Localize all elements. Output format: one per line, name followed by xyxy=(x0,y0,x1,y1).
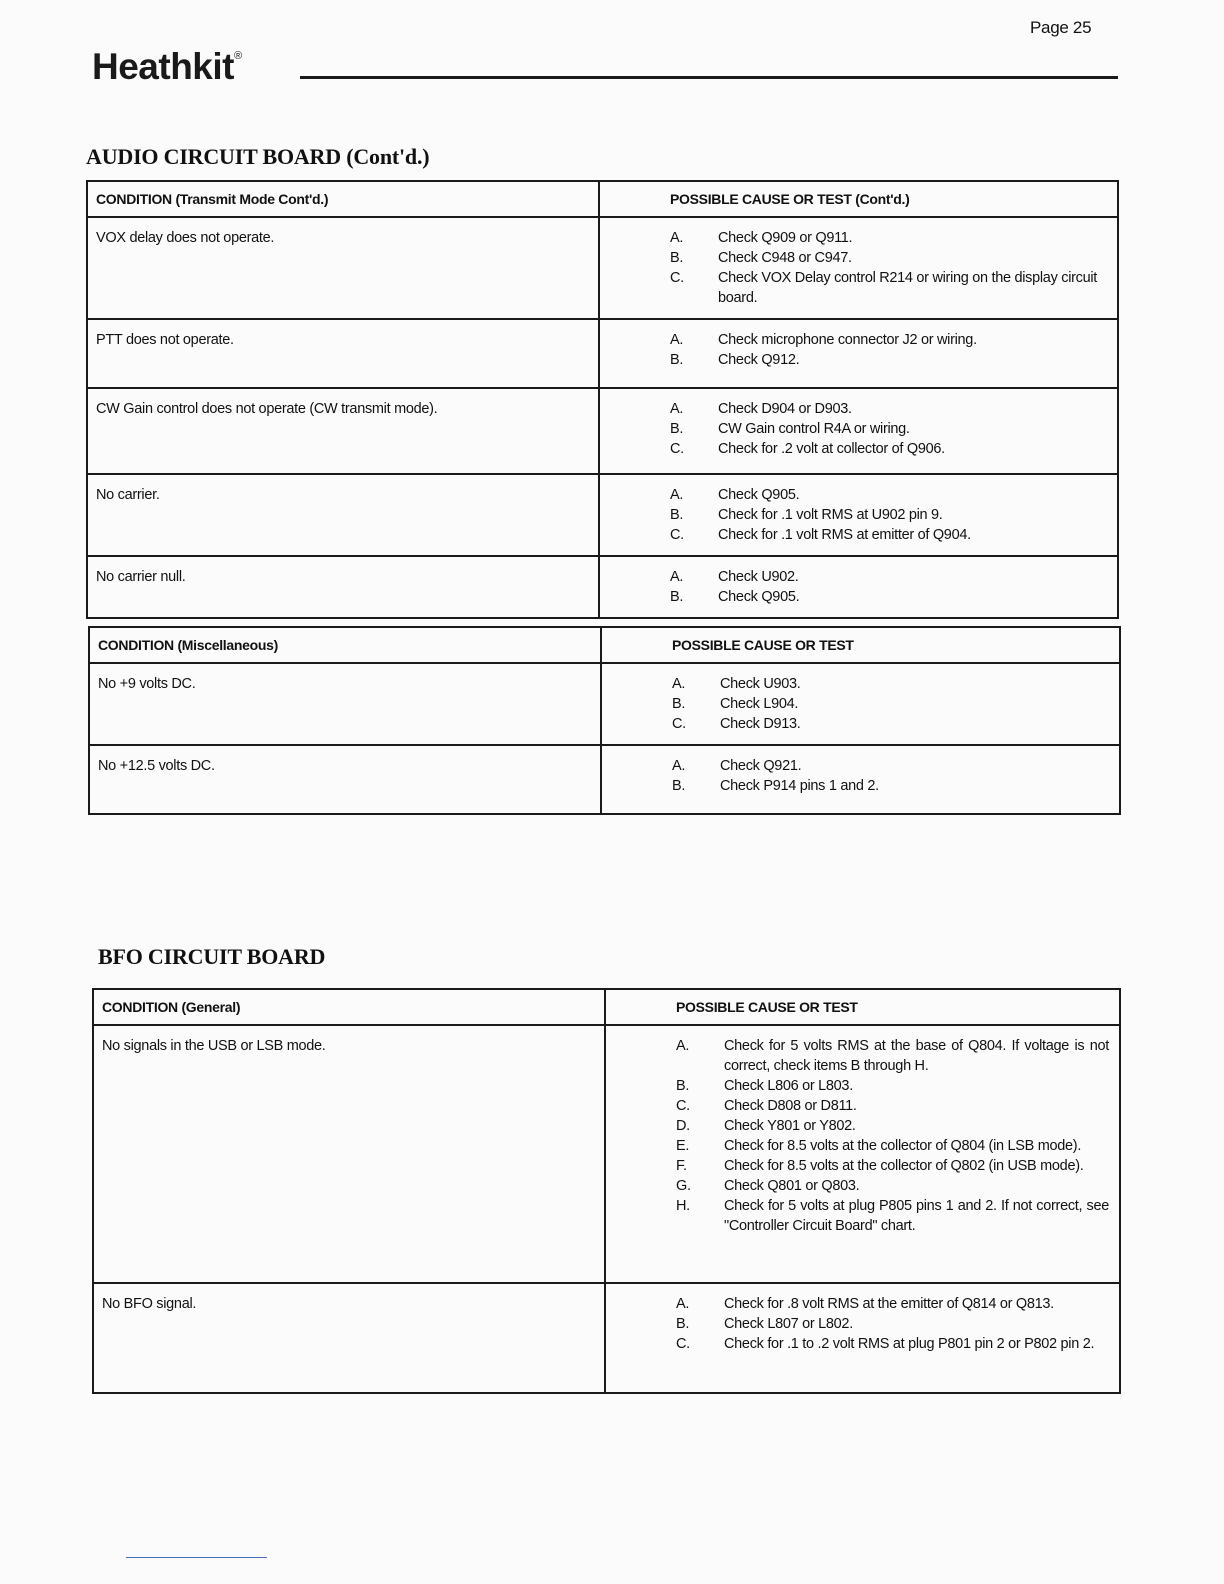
item-text: Check for 8.5 volts at the collector of Q802 (in USB mode). xyxy=(724,1158,1084,1174)
list-item xyxy=(676,1156,1109,1176)
item-text: Check Q905. xyxy=(718,589,800,605)
list-item xyxy=(670,350,1107,370)
cause-list xyxy=(672,756,1109,796)
item-text: Check D904 or D903. xyxy=(718,401,852,417)
cause-list xyxy=(670,228,1107,308)
item-letter: E. xyxy=(676,1138,690,1154)
list-item xyxy=(670,485,1107,505)
table-row xyxy=(89,663,1120,745)
item-text: CW Gain control R4A or wiring. xyxy=(718,421,910,437)
list-item xyxy=(676,1076,1109,1096)
item-text: Check U903. xyxy=(720,676,801,692)
item-letter: B. xyxy=(670,507,684,523)
list-item xyxy=(670,399,1107,419)
item-letter: B. xyxy=(676,1316,690,1332)
list-item xyxy=(672,694,1109,714)
item-text: Check C948 or C947. xyxy=(718,250,852,266)
item-text: Check Y801 or Y802. xyxy=(724,1118,856,1134)
list-item xyxy=(670,419,1107,439)
cause-cell xyxy=(599,474,1118,556)
item-letter: A. xyxy=(672,758,686,774)
list-item xyxy=(676,1294,1109,1314)
item-letter: C. xyxy=(670,441,684,457)
list-item xyxy=(676,1116,1109,1136)
cause-cell xyxy=(605,1025,1120,1283)
footer-rule xyxy=(126,1557,267,1558)
item-letter: C. xyxy=(670,270,684,286)
table-row xyxy=(87,217,1118,319)
cause-cell xyxy=(599,556,1118,618)
list-item xyxy=(676,1096,1109,1116)
condition-cell: No carrier null. xyxy=(87,556,599,618)
cause-cell xyxy=(601,745,1120,814)
list-item xyxy=(670,268,1107,308)
cause-cell xyxy=(599,319,1118,388)
item-text: Check L904. xyxy=(720,696,799,712)
cause-cell xyxy=(605,1283,1120,1393)
table-row xyxy=(87,556,1118,618)
item-letter: B. xyxy=(670,421,684,437)
list-item xyxy=(670,248,1107,268)
cause-cell xyxy=(599,217,1118,319)
cause-header: POSSIBLE CAUSE OR TEST (Cont'd.) xyxy=(599,181,1118,217)
item-text: Check L807 or L802. xyxy=(724,1316,853,1332)
list-item xyxy=(672,756,1109,776)
item-text: Check Q905. xyxy=(718,487,800,503)
item-letter: H. xyxy=(676,1198,690,1214)
item-letter: C. xyxy=(676,1098,690,1114)
item-letter: D. xyxy=(676,1118,690,1134)
condition-header: CONDITION (Transmit Mode Cont'd.) xyxy=(87,181,599,217)
item-letter: A. xyxy=(670,487,684,503)
table-row xyxy=(87,474,1118,556)
condition-cell: No signals in the USB or LSB mode. xyxy=(93,1025,605,1283)
registered-mark: ® xyxy=(233,50,242,62)
item-letter: C. xyxy=(672,716,686,732)
item-text: Check Q921. xyxy=(720,758,802,774)
list-item xyxy=(670,330,1107,350)
list-item xyxy=(670,505,1107,525)
condition-cell: No +9 volts DC. xyxy=(89,663,601,745)
condition-cell: No BFO signal. xyxy=(93,1283,605,1393)
item-text: Check Q909 or Q911. xyxy=(718,230,853,246)
item-text: Check Q912. xyxy=(718,352,800,368)
item-text: Check for .2 volt at collector of Q906. xyxy=(718,441,945,457)
cause-list xyxy=(670,567,1107,607)
item-text: Check L806 or L803. xyxy=(724,1078,853,1094)
item-text: Check D913. xyxy=(720,716,801,732)
table-row xyxy=(93,1283,1120,1393)
bfo-section-title: BFO CIRCUIT BOARD xyxy=(98,944,326,969)
condition-header: CONDITION (General) xyxy=(93,989,605,1025)
item-text: Check microphone connector J2 or wiring. xyxy=(718,332,977,348)
item-text: Check for 5 volts RMS at the base of Q804. If voltage is not correct, check items B through H. xyxy=(724,1038,1109,1074)
item-letter: B. xyxy=(670,589,684,605)
item-text: Check D808 or D811. xyxy=(724,1098,857,1114)
list-item xyxy=(670,439,1107,459)
cause-list xyxy=(670,399,1107,459)
item-letter: B. xyxy=(670,352,684,368)
item-text: Check P914 pins 1 and 2. xyxy=(720,778,879,794)
item-letter: C. xyxy=(670,527,684,543)
item-letter: F. xyxy=(676,1158,687,1174)
table-row xyxy=(87,319,1118,388)
item-text: Check for .8 volt RMS at the emitter of Q814 or Q813. xyxy=(724,1296,1054,1312)
item-letter: C. xyxy=(676,1336,690,1352)
cause-cell xyxy=(601,663,1120,745)
cause-list xyxy=(672,674,1109,734)
page-number: Page 25 xyxy=(1030,18,1092,37)
table-header-row xyxy=(89,627,1120,663)
condition-cell: No carrier. xyxy=(87,474,599,556)
item-text: Check for 8.5 volts at the collector of Q804 (in LSB mode). xyxy=(724,1138,1082,1154)
table-row xyxy=(93,1025,1120,1283)
item-letter: A. xyxy=(672,676,686,692)
list-item xyxy=(676,1036,1109,1076)
list-item xyxy=(672,674,1109,694)
item-text: Check for 5 volts at plug P805 pins 1 and 2. If not correct, see "Controller Circuit Board" chart. xyxy=(724,1198,1109,1234)
item-letter: B. xyxy=(676,1078,690,1094)
cause-list xyxy=(676,1294,1109,1354)
item-letter: A. xyxy=(676,1038,690,1054)
list-item xyxy=(676,1334,1109,1354)
list-item xyxy=(672,776,1109,796)
item-letter: B. xyxy=(672,696,686,712)
item-text: Check U902. xyxy=(718,569,799,585)
item-letter: B. xyxy=(672,778,686,794)
list-item xyxy=(670,587,1107,607)
list-item xyxy=(676,1136,1109,1156)
item-text: Check for .1 to .2 volt RMS at plug P801 pin 2 or P802 pin 2. xyxy=(724,1336,1095,1352)
condition-cell: VOX delay does not operate. xyxy=(87,217,599,319)
cause-list xyxy=(670,485,1107,545)
cause-header: POSSIBLE CAUSE OR TEST xyxy=(605,989,1120,1025)
heathkit-logo xyxy=(92,46,242,88)
cause-list xyxy=(670,330,1107,370)
audio-transmit-table xyxy=(86,180,1119,619)
list-item xyxy=(670,525,1107,545)
logo-text: Heathkit xyxy=(92,46,234,87)
condition-header: CONDITION (Miscellaneous) xyxy=(89,627,601,663)
table-header-row xyxy=(87,181,1118,217)
list-item xyxy=(676,1176,1109,1196)
list-item xyxy=(676,1314,1109,1334)
list-item xyxy=(676,1196,1109,1236)
item-letter: A. xyxy=(670,332,684,348)
bfo-general-table xyxy=(92,988,1121,1394)
condition-cell: CW Gain control does not operate (CW transmit mode). xyxy=(87,388,599,474)
list-item xyxy=(670,567,1107,587)
condition-cell: PTT does not operate. xyxy=(87,319,599,388)
header-rule xyxy=(300,76,1118,79)
cause-list xyxy=(676,1036,1109,1236)
item-text: Check for .1 volt RMS at emitter of Q904. xyxy=(718,527,971,543)
item-letter: A. xyxy=(670,569,684,585)
item-text: Check for .1 volt RMS at U902 pin 9. xyxy=(718,507,943,523)
audio-section-title: AUDIO CIRCUIT BOARD (Cont'd.) xyxy=(86,144,430,169)
condition-cell: No +12.5 volts DC. xyxy=(89,745,601,814)
item-letter: B. xyxy=(670,250,684,266)
item-letter: A. xyxy=(670,230,684,246)
item-letter: A. xyxy=(676,1296,690,1312)
table-header-row xyxy=(93,989,1120,1025)
list-item xyxy=(672,714,1109,734)
cause-cell xyxy=(599,388,1118,474)
item-letter: G. xyxy=(676,1178,691,1194)
item-text: Check VOX Delay control R214 or wiring on the display circuit board. xyxy=(718,270,1098,306)
table-row xyxy=(89,745,1120,814)
audio-misc-table xyxy=(88,626,1121,815)
table-row xyxy=(87,388,1118,474)
item-text: Check Q801 or Q803. xyxy=(724,1178,860,1194)
list-item xyxy=(670,228,1107,248)
item-letter: A. xyxy=(670,401,684,417)
cause-header: POSSIBLE CAUSE OR TEST xyxy=(601,627,1120,663)
